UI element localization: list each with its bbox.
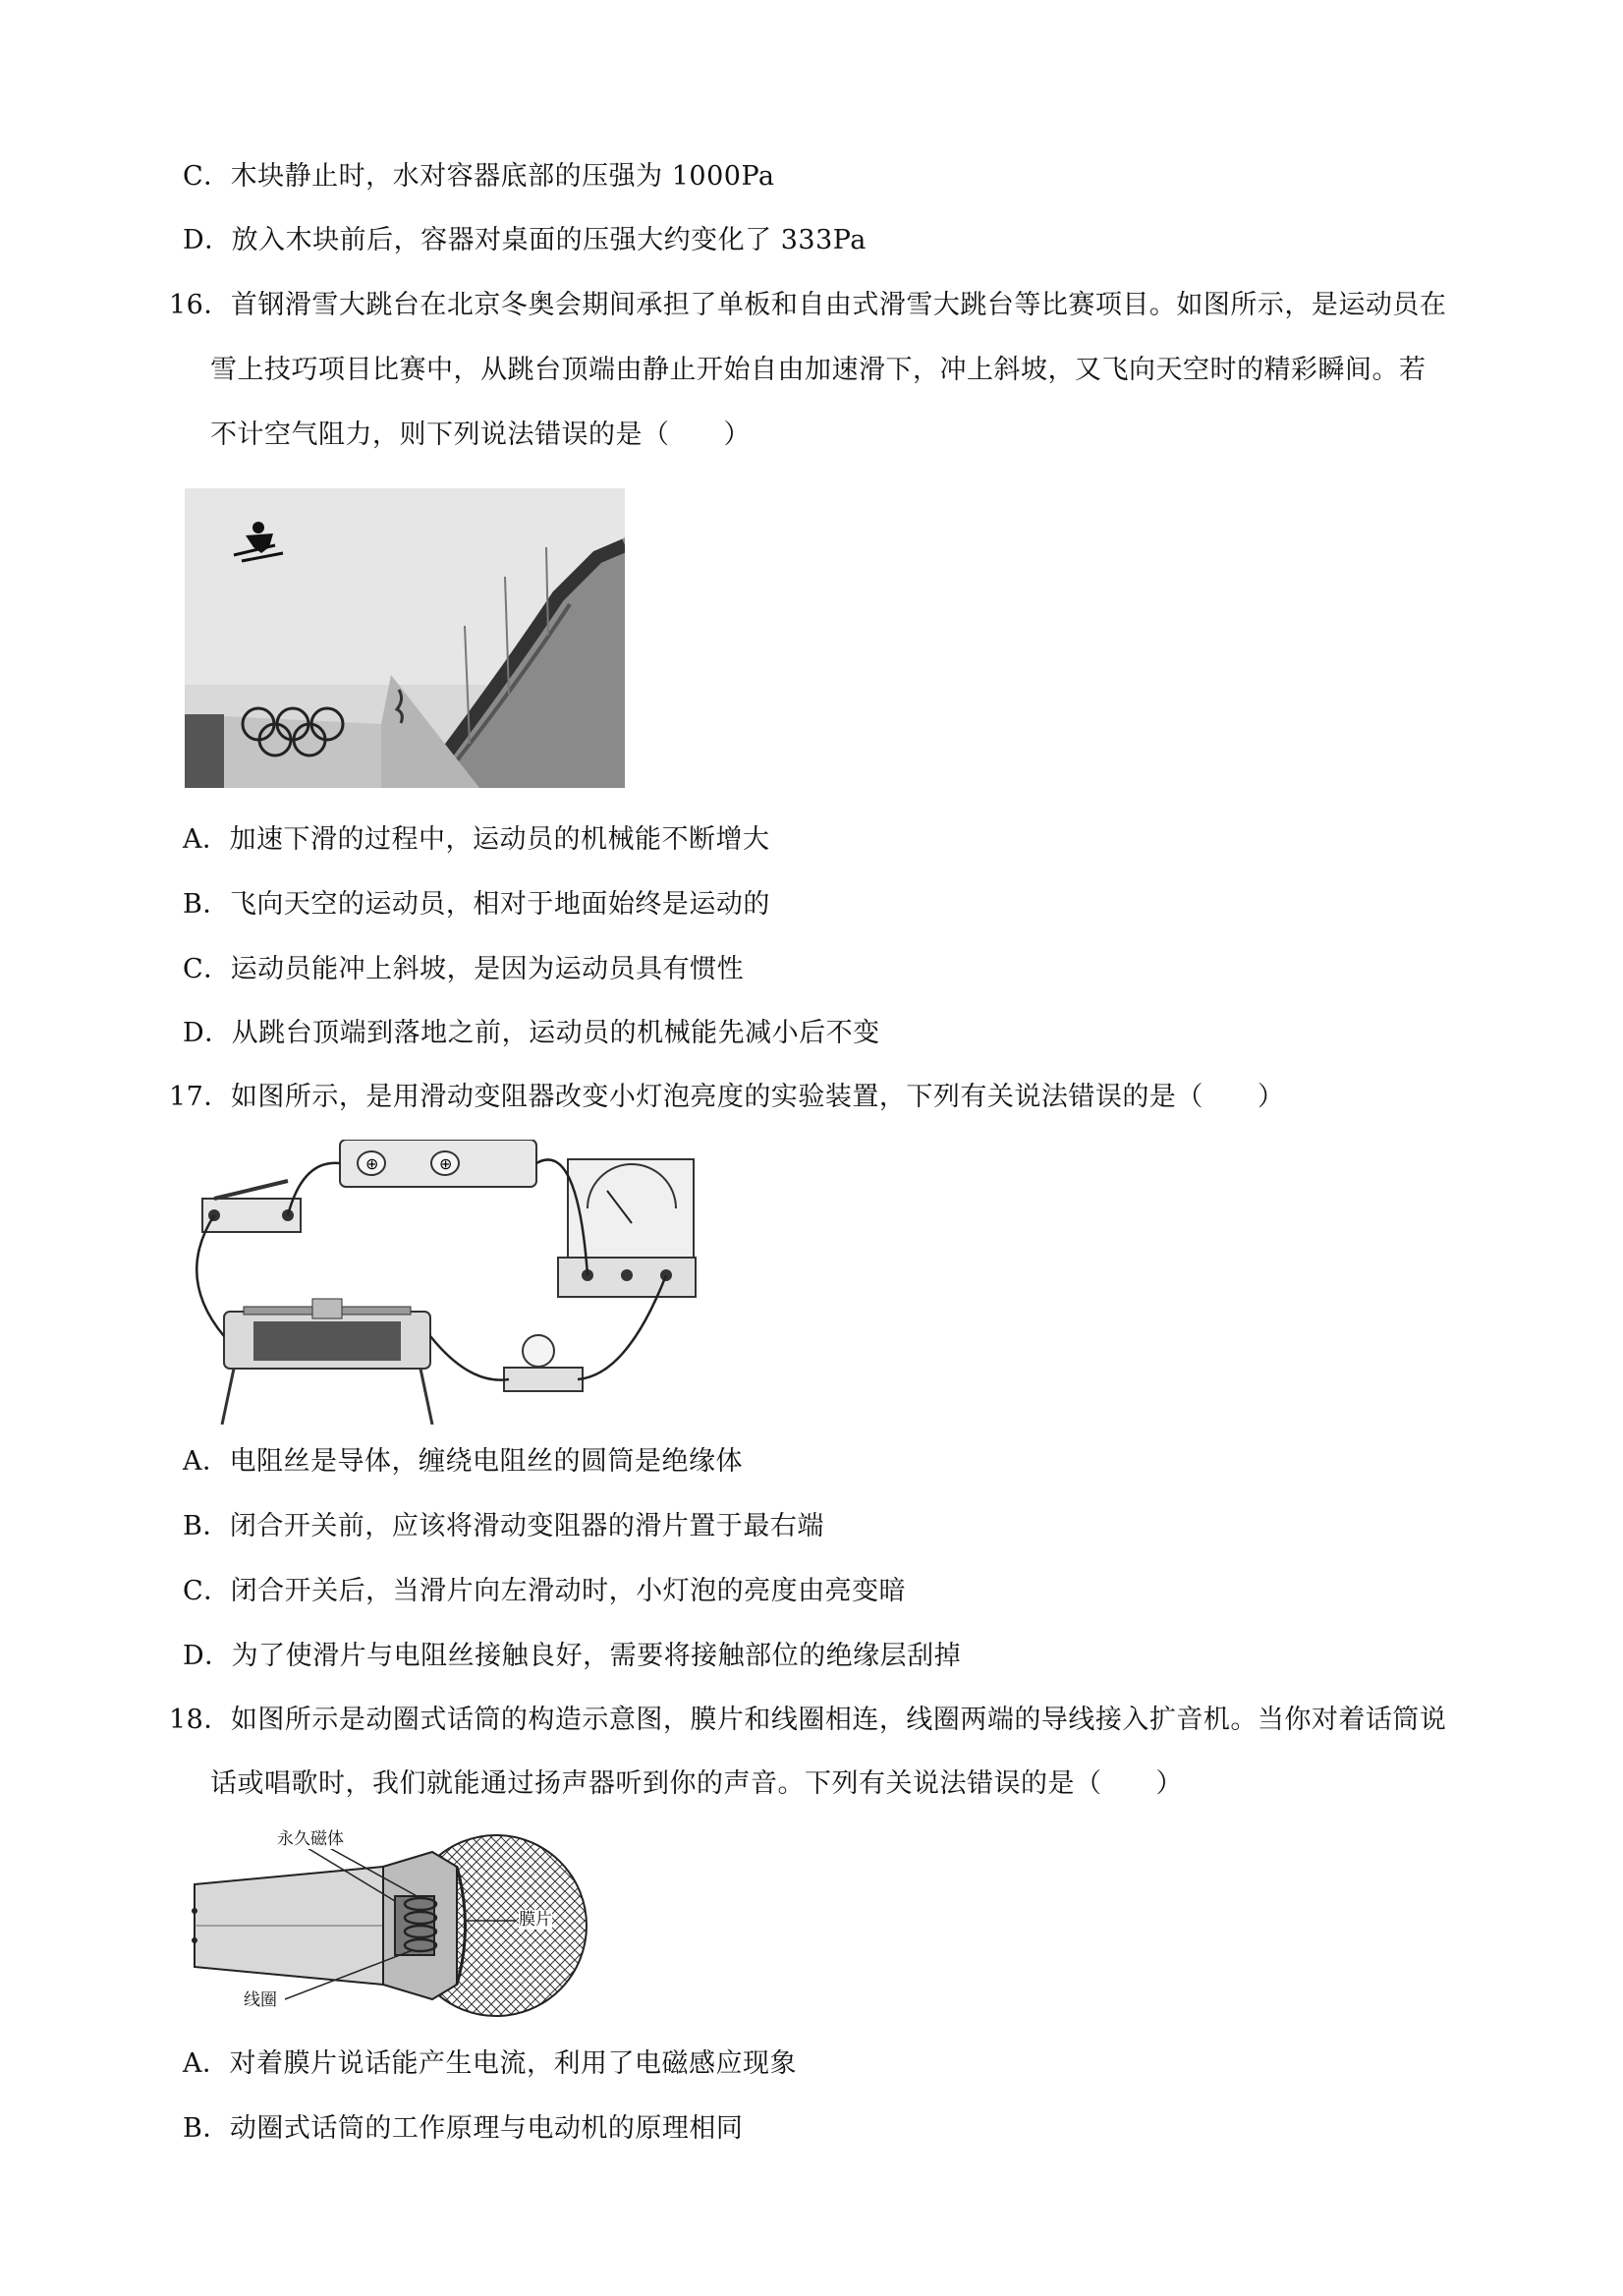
- svg-text:⊕: ⊕: [365, 1154, 379, 1173]
- coil-label: 线圈: [244, 1990, 277, 2010]
- rheostat-circuit-figure: [185, 1140, 703, 1425]
- q16-option-d: D．从跳台顶端到落地之前，运动员的机械能先减小后不变: [183, 1018, 880, 1048]
- dynamic-microphone-figure: [187, 1827, 599, 2019]
- magnet-label: 永久磁体: [277, 1829, 344, 1849]
- q17-option-c: C．闭合开关后，当滑片向左滑动时，小灯泡的亮度由亮变暗: [183, 1576, 907, 1606]
- q16-option-b: B．飞向天空的运动员，相对于地面始终是运动的: [183, 889, 770, 920]
- q18-option-b: B．动圈式话筒的工作原理与电动机的原理相同: [183, 2113, 744, 2144]
- ski-jump-photo: [185, 488, 625, 788]
- q16-option-c: C．运动员能冲上斜坡，是因为运动员具有惯性: [183, 954, 745, 984]
- q18-stem-line-2: 话或唱歌时，我们就能通过扬声器听到你的声音。下列有关说法错误的是（ ）: [210, 1768, 1183, 1799]
- q17-option-d: D．为了使滑片与电阻丝接触良好，需要将接触部位的绝缘层刮掉: [183, 1641, 962, 1671]
- q16-stem-line-3: 不计空气阻力，则下列说法错误的是（ ）: [210, 420, 751, 450]
- q17-option-b: B．闭合开关前，应该将滑动变阻器的滑片置于最右端: [183, 1511, 824, 1541]
- q18-option-a: A．对着膜片说话能产生电流，利用了电磁感应现象: [183, 2048, 797, 2079]
- q16-option-a: A．加速下滑的过程中，运动员的机械能不断增大: [183, 824, 770, 855]
- q15-option-c: C．木块静止时，水对容器底部的压强为 1000Pa: [183, 161, 775, 192]
- q18-stem-line-1: 18．如图所示是动圈式话筒的构造示意图，膜片和线圈相连，线圈两端的导线接入扩音机。当你对着话筒说: [169, 1705, 1447, 1735]
- q17-stem-line-1: 17．如图所示，是用滑动变阻器改变小灯泡亮度的实验装置，下列有关说法错误的是（ ）: [169, 1082, 1285, 1112]
- q16-stem-line-2: 雪上技巧项目比赛中，从跳台顶端由静止开始自由加速滑下，冲上斜坡，又飞向天空时的精彩瞬间。若: [210, 355, 1427, 385]
- q16-stem-line-1: 16．首钢滑雪大跳台在北京冬奥会期间承担了单板和自由式滑雪大跳台等比赛项目。如图所示，是运动员在: [169, 290, 1447, 320]
- diaphragm-label: 膜片: [519, 1910, 552, 1930]
- svg-text:⊕: ⊕: [439, 1154, 453, 1173]
- q15-option-d: D．放入木块前后，容器对桌面的压强大约变化了 333Pa: [183, 225, 867, 255]
- q17-option-a: A．电阻丝是导体，缠绕电阻丝的圆筒是绝缘体: [183, 1446, 743, 1477]
